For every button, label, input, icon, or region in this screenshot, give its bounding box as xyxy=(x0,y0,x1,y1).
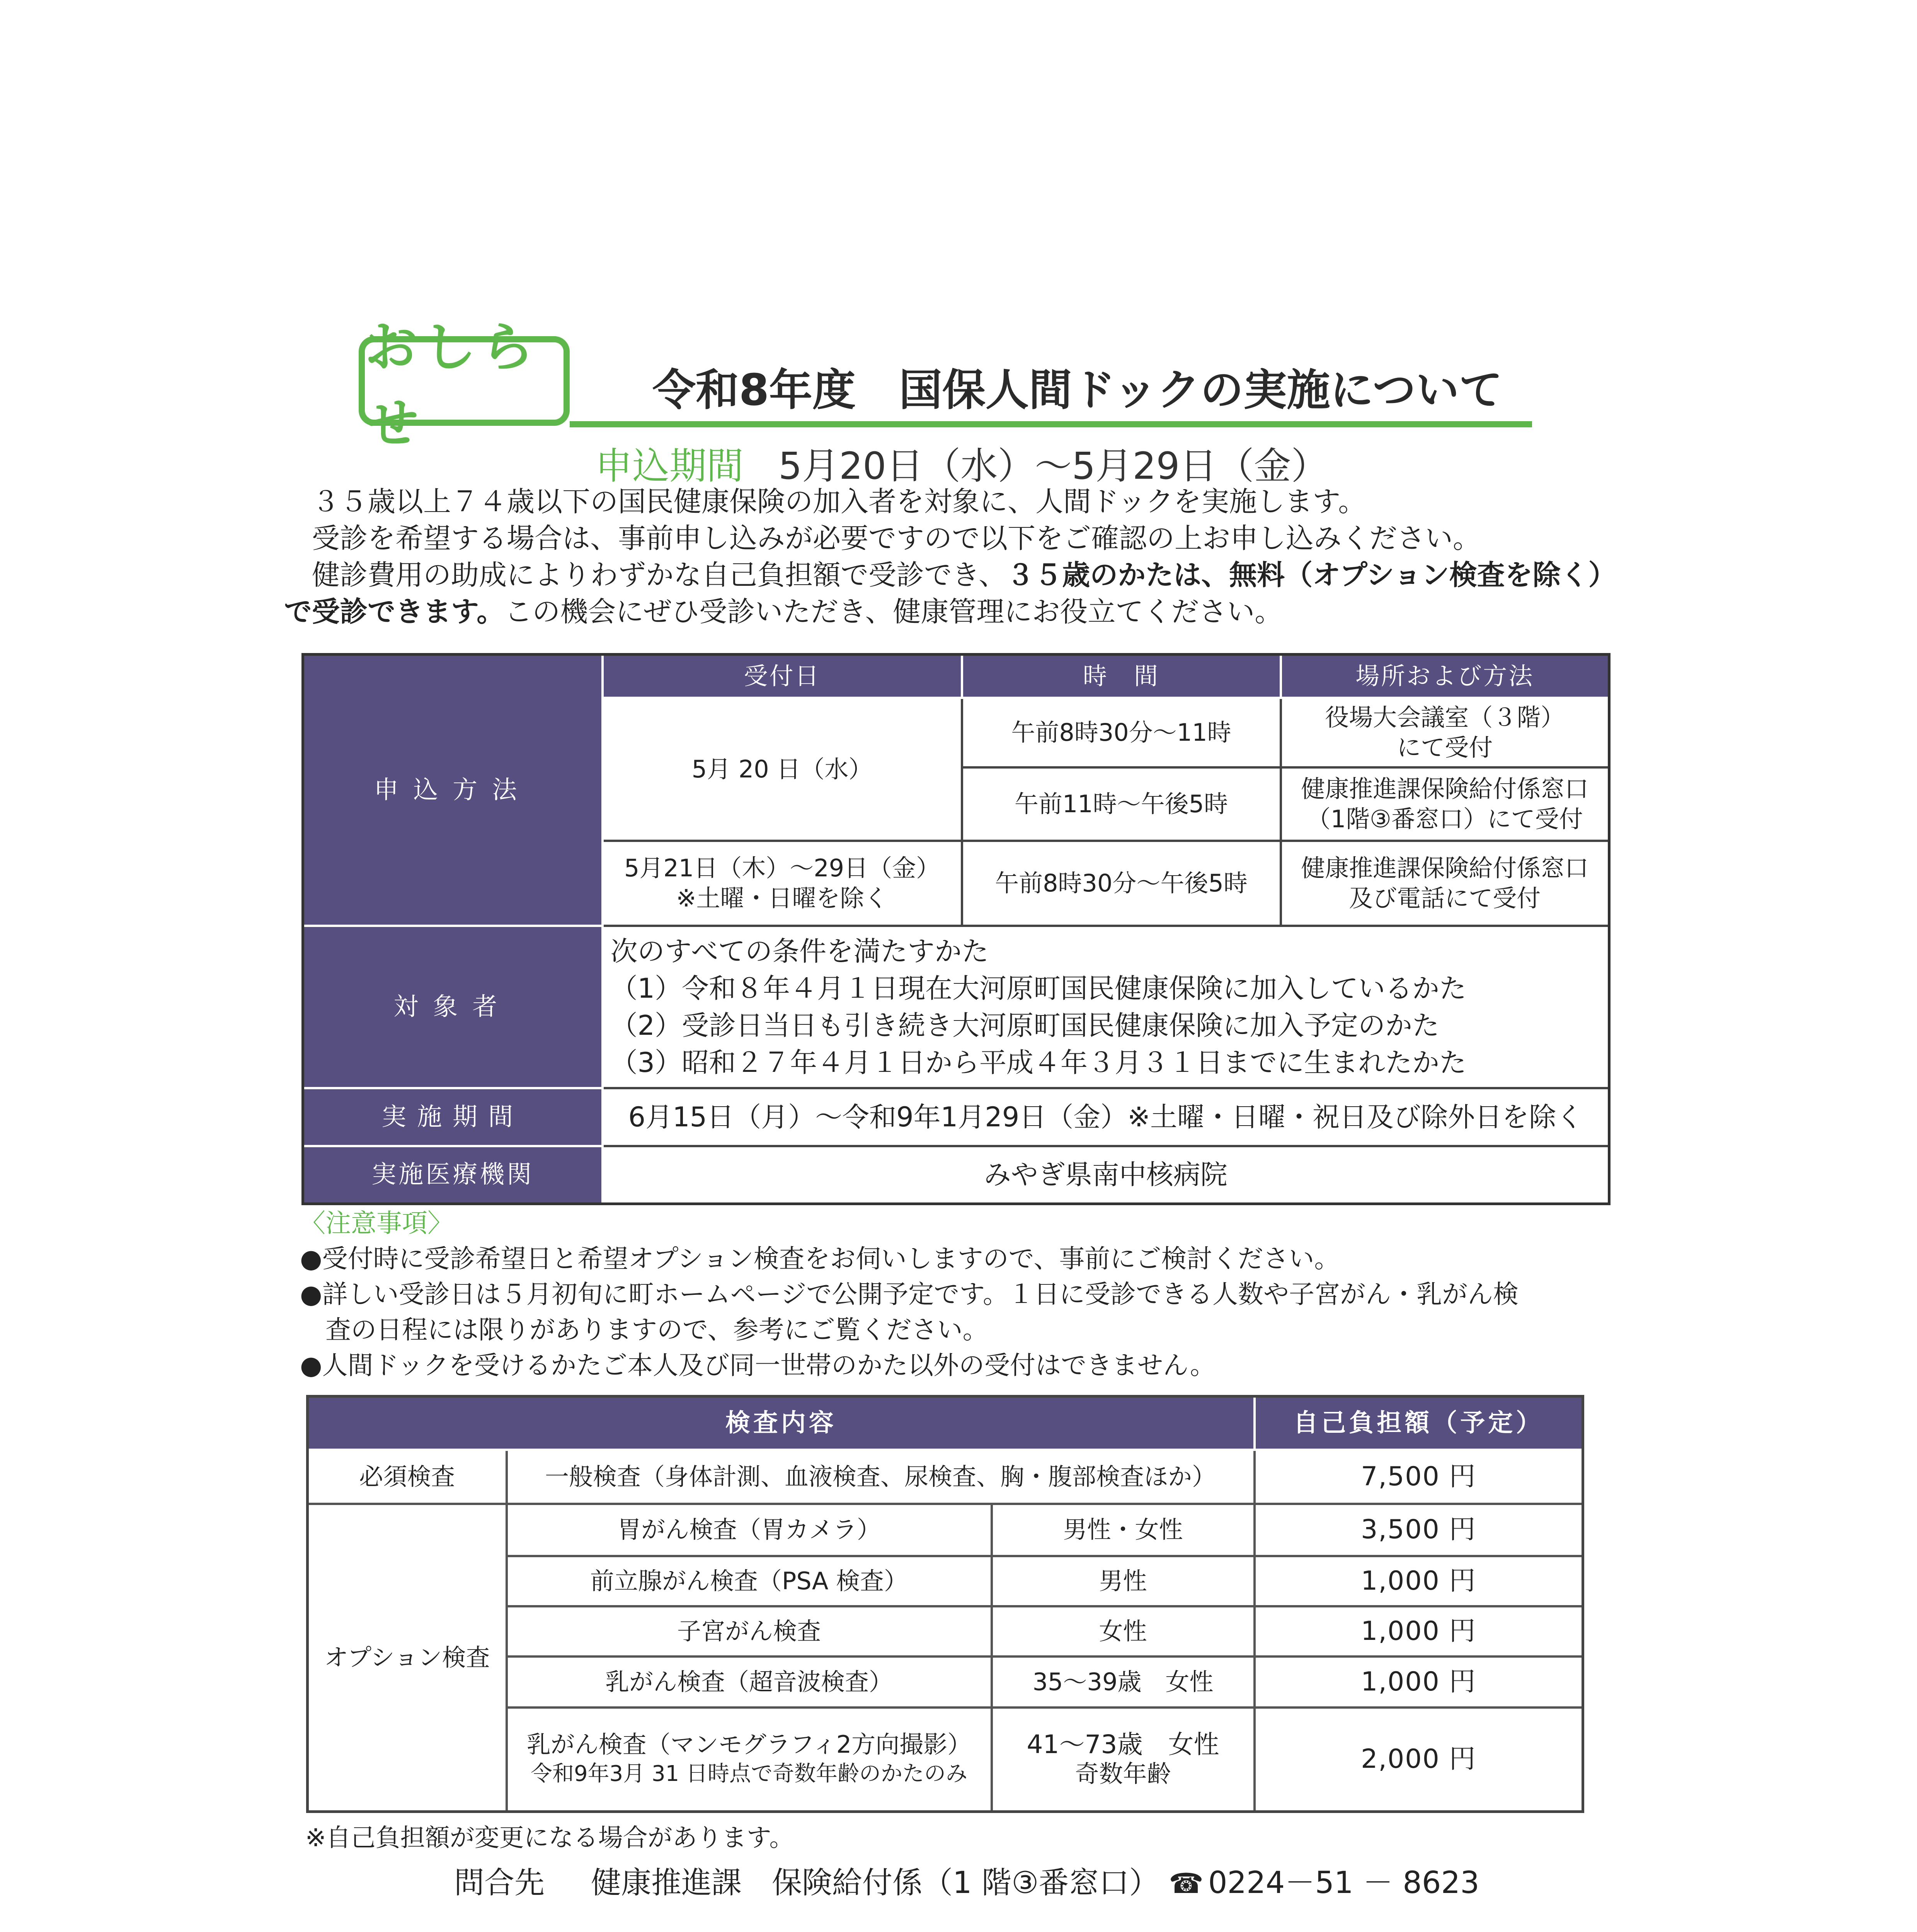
r1-place-2b: （1階③番窓口）にて受付 xyxy=(1306,804,1583,833)
exam-cost-table xyxy=(306,1395,1584,1813)
note-2a: ●詳しい受診日は５月初旬に町ホームページで公開予定です。１日に受診できる人数や子宮がん・乳がん検 xyxy=(300,1279,1519,1309)
note-3: ●人間ドックを受けるかたご本人及び同一世帯のかた以外の受付はできません。 xyxy=(300,1350,1216,1380)
r1-place-1a: 役場大会議室（３階） xyxy=(1325,703,1565,731)
option-target-main: 41～73歳 女性 xyxy=(1027,1730,1219,1760)
hospital-name: みやぎ県南中核病院 xyxy=(603,1146,1609,1204)
r1-place-1b: にて受付 xyxy=(1397,733,1493,762)
required-content: 一般検査（身体計測、血液検査、尿検査、胸・腹部検査ほか） xyxy=(507,1450,1255,1504)
r2-place-b: 及び電話にて受付 xyxy=(1349,884,1541,912)
option-target: 男性・女性 xyxy=(992,1504,1255,1556)
notes-title-text: 〈注意事項〉 xyxy=(300,1208,453,1238)
intro-line-1: ３５歳以上７４歳以下の国民健康保険の加入者を対象に、人間ドックを実施します。 xyxy=(312,485,1366,518)
header-content: 検査内容 xyxy=(308,1396,1255,1450)
option-cost: 1,000 円 xyxy=(1255,1606,1583,1656)
option-name: 乳がん検査（超音波検査） xyxy=(507,1656,992,1708)
intro-line-2: 受診を希望する場合は、事前申し込みが必要ですので以下をご確認の上お申し込みください。 xyxy=(312,522,1481,554)
notice-badge: おしらせ xyxy=(359,336,570,426)
r2-place-a: 健康推進課保険給付係窓口 xyxy=(1301,854,1589,882)
option-cost: 2,000 円 xyxy=(1255,1708,1583,1812)
header-cost: 自己負担額（予定） xyxy=(1255,1396,1583,1450)
r1-date: 5月 20 日（水） xyxy=(603,698,962,841)
option-cost: 3,500 円 xyxy=(1255,1504,1583,1556)
intro-line-3-text: 健診費用の助成によりわずかな自己負担額で受診でき、 xyxy=(312,559,1007,591)
cost-change-note: ※自己負担額が変更になる場合があります。 xyxy=(305,1824,794,1852)
note-2b: 査の日程には限りがありますので、参考にご覧ください。 xyxy=(325,1315,988,1345)
option-name: 胃がん検査（胃カメラ） xyxy=(507,1504,992,1556)
label-apply-method: 申込方法 xyxy=(303,655,603,926)
header-time: 時 間 xyxy=(962,655,1281,698)
application-period-label: 申込期間 xyxy=(595,444,744,488)
contact-phone: 0224－51 － 8623 xyxy=(1208,1866,1479,1900)
implementation-period: 6月15日（月）～令和9年1月29日（金）※土曜・日曜・祝日及び除外日を除く xyxy=(603,1088,1609,1146)
required-cost: 7,500 円 xyxy=(1255,1450,1583,1504)
application-period-value: 5月20日（水）～5月29日（金） xyxy=(778,444,1328,488)
target-line-3: （3）昭和２７年４月１日から平成４年３月３１日までに生まれたかた xyxy=(610,1046,1467,1078)
target-line-2: （2）受診日当日も引き続き大河原町国民健康保険に加入予定のかた xyxy=(610,1009,1440,1041)
page-title: 令和8年度 国保人間ドックの実施について xyxy=(652,365,1503,415)
label-hospital: 実施医療機関 xyxy=(303,1146,603,1204)
option-target xyxy=(992,1708,1255,1812)
r2-date-a: 5月21日（木）～29日（金） xyxy=(624,854,940,882)
option-name-sub: 令和9年3月 31 日時点で奇数年齢のかたのみ xyxy=(530,1761,968,1787)
option-cost: 1,000 円 xyxy=(1255,1656,1583,1708)
application-period xyxy=(595,437,1328,490)
r1-time-1: 午前8時30分～11時 xyxy=(962,698,1281,767)
header-place: 場所および方法 xyxy=(1281,655,1609,698)
r2-time: 午前8時30分～午後5時 xyxy=(962,841,1281,926)
option-target: 35～39歳 女性 xyxy=(992,1656,1255,1708)
note-1: ●受付時に受診希望日と希望オプション検査をお伺いしますので、事前にご検討ください。 xyxy=(300,1244,1340,1274)
target-line-0: 次のすべての条件を満たすかた xyxy=(610,935,989,967)
intro-line-4 xyxy=(284,593,1660,630)
option-name: 前立腺がん検査（PSA 検査） xyxy=(507,1556,992,1606)
r2-date xyxy=(603,841,962,926)
option-name xyxy=(507,1708,992,1812)
contact-info xyxy=(454,1859,1479,1902)
telephone-icon: ☎ xyxy=(1169,1867,1204,1900)
application-table xyxy=(301,653,1611,1205)
r1-time-2: 午前11時～午後5時 xyxy=(962,767,1281,841)
label-period: 実施期間 xyxy=(303,1088,603,1146)
intro-line-4-text: この機会にぜひ受診いただき、健康管理にお役立てください。 xyxy=(504,595,1283,628)
notes-title xyxy=(300,1206,1629,1241)
target-conditions xyxy=(603,926,1609,1088)
option-cost: 1,000 円 xyxy=(1255,1556,1583,1606)
r1-place-1 xyxy=(1281,698,1609,767)
r2-place xyxy=(1281,841,1609,926)
option-label: オプション検査 xyxy=(308,1504,507,1812)
r1-place-2 xyxy=(1281,767,1609,841)
title-underline xyxy=(570,421,1532,427)
contact-department: 健康推進課 保険給付係（1 階③番窓口） xyxy=(591,1866,1159,1900)
option-name-main: 乳がん検査（マンモグラフィ2方向撮影） xyxy=(526,1730,972,1759)
option-target-sub: 奇数年齢 xyxy=(1075,1760,1171,1788)
intro-line-4-bold: で受診できます。 xyxy=(284,595,505,628)
r1-place-2a: 健康推進課保険給付係窓口 xyxy=(1301,774,1589,803)
r2-date-b: ※土曜・日曜を除く xyxy=(676,884,888,912)
intro-line-3-bold: ３５歳のかたは、無料（オプション検査を除く） xyxy=(1006,559,1616,591)
label-target: 対象者 xyxy=(303,926,603,1088)
option-target: 男性 xyxy=(992,1556,1255,1606)
required-label: 必須検査 xyxy=(308,1450,507,1504)
intro-line-3 xyxy=(284,556,1688,594)
option-name: 子宮がん検査 xyxy=(507,1606,992,1656)
option-target: 女性 xyxy=(992,1606,1255,1656)
header-date: 受付日 xyxy=(603,655,962,698)
contact-label: 問合先 xyxy=(454,1866,545,1900)
target-line-1: （1）令和８年４月１日現在大河原町国民健康保険に加入しているかた xyxy=(610,972,1467,1004)
